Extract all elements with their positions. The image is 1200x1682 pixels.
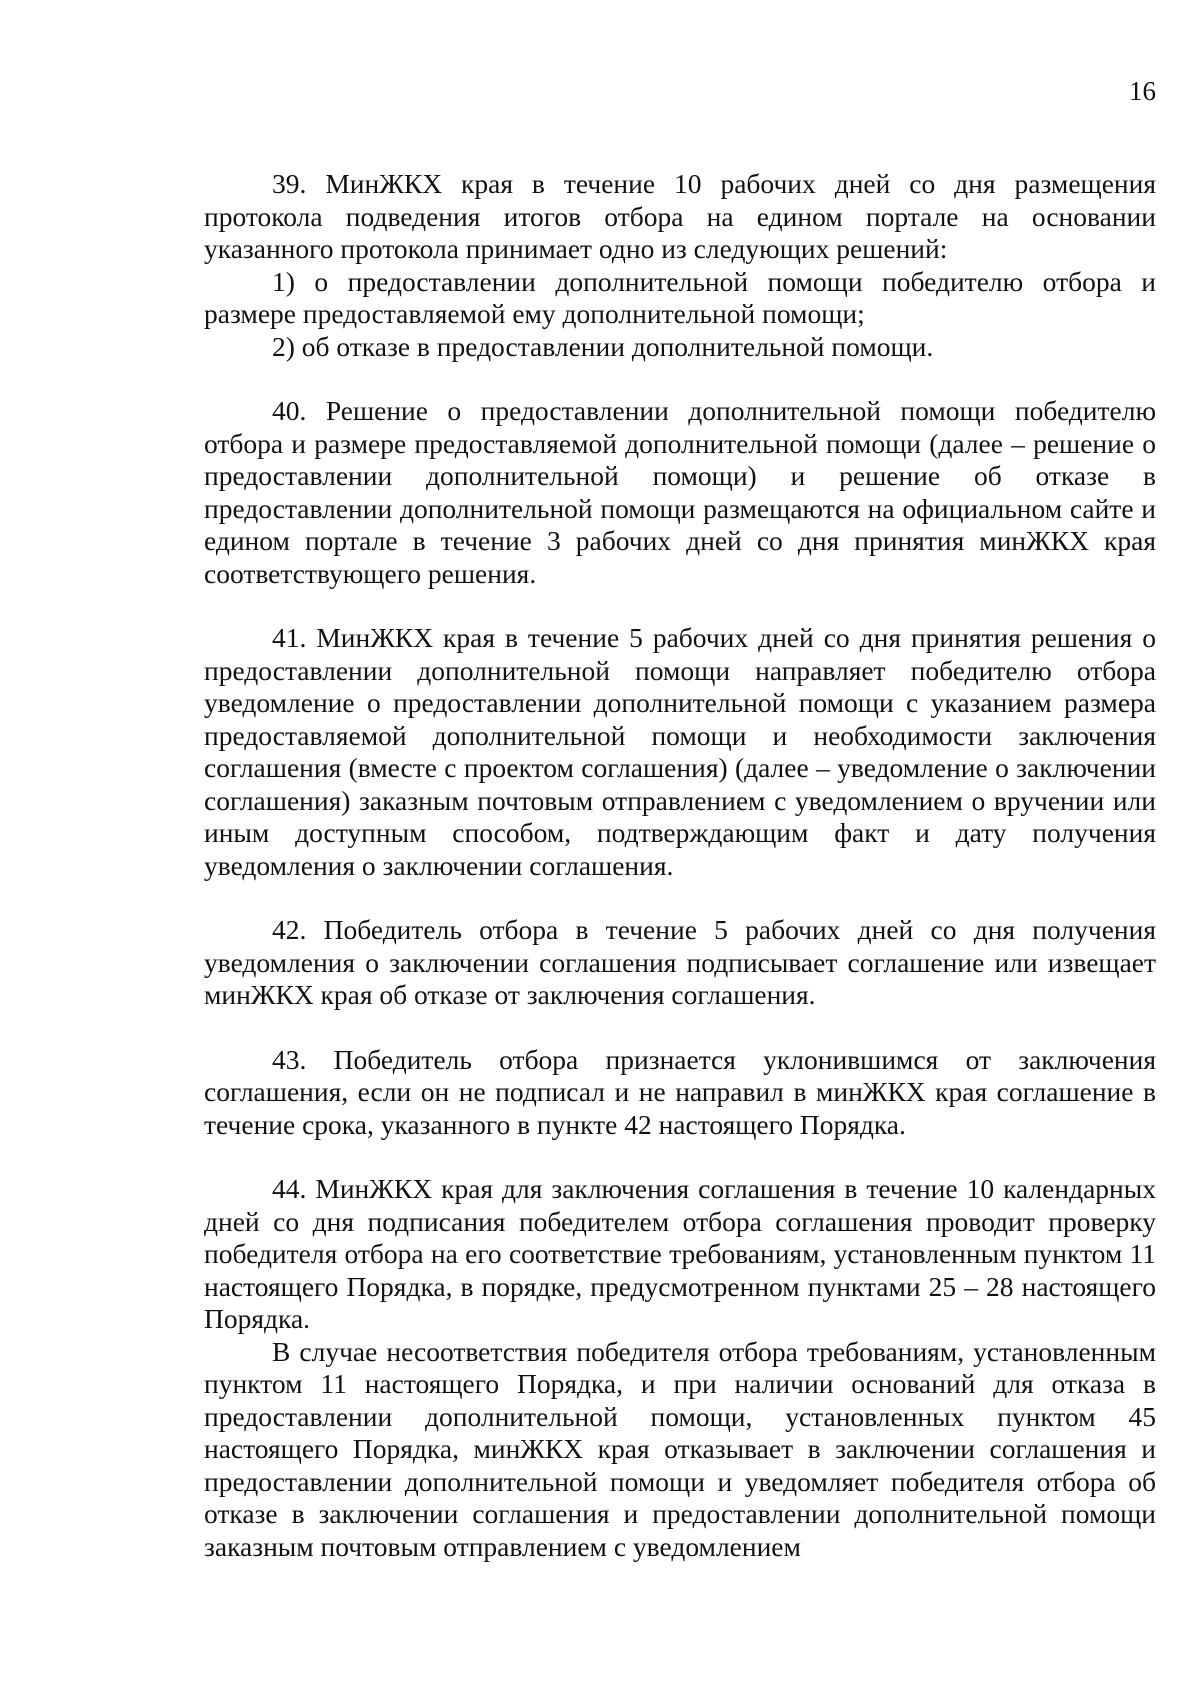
paragraph-41: 41. МинЖКХ края в течение 5 рабочих дней со дня принятия решения о предоставлении дополнительной помощи направляет победителю отбора уведомление о предоставлении дополнительной помощи с указанием размера предоставляемой дополнительной помощи и необходимости заключения соглашения (вместе с проектом соглашения) (далее – уведомление о заключении соглашения) заказным почтовым отправлением с уведомлением о вручении или иным доступным способом, подтверждающим факт и дату получения уведомления о заключении соглашения. xyxy=(204,622,1156,881)
document-body xyxy=(204,168,1156,1563)
paragraph-39: 39. МинЖКХ края в течение 10 рабочих дней со дня размещения протокола подведения итогов отбора на едином портале на основании указанного протокола принимает одно из следующих решений: xyxy=(204,168,1156,264)
paragraph-40: 40. Решение о предоставлении дополнительной помощи победителю отбора и размере предоставляемой дополнительной помощи (далее – решение о предоставлении дополнительной помощи) и решение об отказе в предоставлении дополнительной помощи размещаются на официальном сайте и едином портале в течение 3 рабочих дней со дня принятия минЖКХ края соответствующего решения. xyxy=(204,395,1156,589)
page-number: 16 xyxy=(1129,76,1156,106)
paragraph-44: 44. МинЖКХ края для заключения соглашения в течение 10 календарных дней со дня подписания победителем отбора соглашения проводит проверку победителя отбора на его соответствие требованиям, установленным пунктом 11 настоящего Порядка, в порядке, предусмотренном пунктами 25 – 28 настоящего Порядка. xyxy=(204,1173,1156,1334)
paragraph-39-item-1: 1) о предоставлении дополнительной помощи победителю отбора и размере предоставляемой ему дополнительной помощи; xyxy=(204,265,1156,329)
paragraph-39-item-2: 2) об отказе в предоставлении дополнительной помощи. xyxy=(272,330,934,362)
paragraph-42: 42. Победитель отбора в течение 5 рабочих дней со дня получения уведомления о заключении соглашения подписывает соглашение или извещает минЖКХ края об отказе от заключения соглашения. xyxy=(204,914,1156,1010)
paragraph-43: 43. Победитель отбора признается уклонившимся от заключения соглашения, если он не подписал и не направил в минЖКХ края соглашение в течение срока, указанного в пункте 42 настоящего Порядка. xyxy=(204,1043,1156,1140)
paragraph-44-part-2: В случае несоответствия победителя отбора требованиям, установленным пунктом 11 настоящего Порядка, и при наличии оснований для отказа в предоставлении дополнительной помощи, установленных пунктом 45 настоящего Порядка, минЖКХ края отказывает в заключении соглашения и предоставлении дополнительной помощи и уведомляет победителя отбора об отказе в заключении соглашения и предоставлении дополнительной помощи заказным почтовым отправлением с уведомлением xyxy=(204,1335,1156,1562)
